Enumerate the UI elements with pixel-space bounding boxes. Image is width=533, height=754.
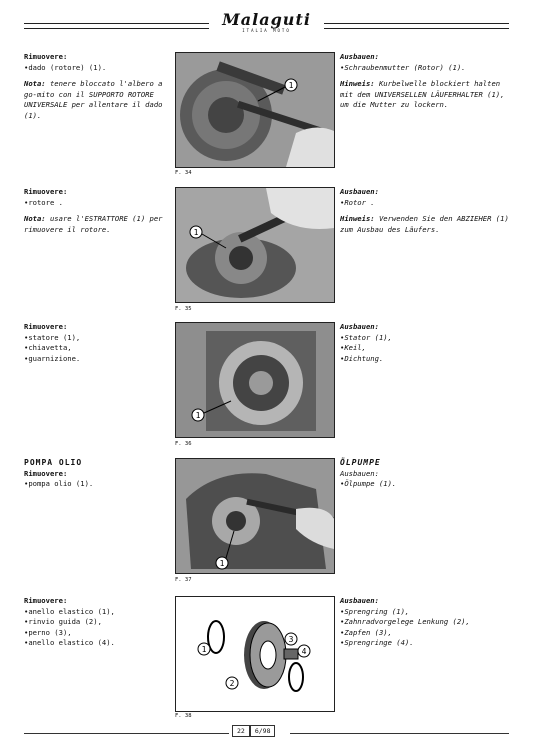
de-heading: Ausbauen: — [340, 52, 379, 61]
it-note: Nota: usare l'ESTRATTORE (1) per rimuovere il rotore. — [24, 214, 163, 234]
brand-logo: Malaguti — [222, 10, 311, 29]
callout-1: 1 — [201, 645, 207, 654]
header-rule-left — [24, 23, 209, 29]
page-footer — [232, 725, 275, 737]
it-heading: Rimuovere: — [24, 596, 68, 605]
figure-34-photo — [175, 52, 335, 168]
footer-rule-left — [24, 733, 229, 734]
de-heading: Ausbauen: — [340, 187, 379, 196]
de-item: •Dichtung. — [340, 353, 384, 363]
de-item: •Schraubenmutter (Rotor) (1). — [340, 62, 466, 72]
it-heading: Rimuovere: — [24, 52, 68, 61]
callout-1: 1 — [219, 559, 225, 568]
it-item: •rotore . — [24, 197, 63, 207]
callout-3: 3 — [288, 635, 294, 644]
section-title: POMPA OLIO — [24, 458, 83, 467]
de-item: •Sprengring (1), — [340, 606, 410, 616]
figure-caption: F. 37 — [175, 577, 192, 583]
section-5-italian — [24, 596, 172, 649]
callout-4: 4 — [301, 647, 307, 656]
de-item: •Zapfen (3), — [340, 627, 392, 637]
callout-2: 2 — [229, 679, 235, 688]
section-4-german — [340, 458, 510, 490]
it-item: •guarnizione. — [24, 353, 81, 363]
de-item: •Rotor . — [340, 197, 375, 207]
de-item: •Sprengringe (4). — [340, 638, 414, 648]
de-note: Hinweis: Kurbelwelle blockiert halten mit dem UNIVERSELLEN LÄUFERHALTER (1), um die Mutter zu lockern. — [340, 79, 505, 110]
section-1-german — [340, 52, 510, 111]
figure-37-photo — [175, 458, 335, 574]
section-2-german — [340, 187, 510, 235]
it-item: •statore (1), — [24, 332, 81, 342]
section-5-german — [340, 596, 515, 649]
de-heading: Ausbauen: — [340, 468, 379, 478]
figure-caption: F. 34 — [175, 170, 192, 176]
section-1-italian — [24, 52, 172, 122]
section-3-italian — [24, 322, 172, 364]
it-item: •chiavetta, — [24, 343, 72, 353]
figure-caption: F. 36 — [175, 441, 192, 447]
callout-1: 1 — [193, 228, 199, 237]
section-4-italian — [24, 458, 172, 490]
it-note: Nota: tenere bloccato l'albero a go-mito con il SUPPORTO ROTORE UNIVERSALE per allentare il dado (1). — [24, 79, 163, 120]
it-item: •dado (rotore) (1). — [24, 62, 107, 72]
footer-rule-right — [290, 733, 509, 734]
de-item: •Zahnradvorgelege Lenkung (2), — [340, 617, 470, 627]
it-item: •pompa olio (1). — [24, 479, 94, 489]
de-item: •Stator (1), — [340, 332, 392, 342]
it-item: •anello elastico (4). — [24, 638, 115, 648]
de-item: •Keil, — [340, 343, 366, 353]
figure-caption: F. 35 — [175, 306, 192, 312]
de-item: •Ölpumpe (1). — [340, 479, 397, 489]
section-title: ÖLPUMPE — [340, 458, 381, 467]
it-item: •perno (3), — [24, 627, 72, 637]
section-2-italian — [24, 187, 172, 235]
it-item: •rinvio guida (2), — [24, 617, 102, 627]
brand-subtitle: ITALIA MOTO — [242, 28, 291, 33]
de-note: Hinweis: Verwenden Sie den ABZIEHER (1) zum Ausbau des Läufers. — [340, 214, 509, 234]
it-heading: Rimuovere: — [24, 187, 68, 196]
page-number: 22 — [232, 725, 250, 737]
callout-1: 1 — [288, 81, 294, 90]
header-rule-right — [324, 23, 509, 29]
figure-35-photo — [175, 187, 335, 303]
page-header — [24, 10, 509, 33]
callout-1: 1 — [195, 411, 201, 420]
it-heading: Rimuovere: — [24, 322, 68, 331]
section-3-german — [340, 322, 510, 364]
figure-caption: F. 38 — [175, 713, 192, 719]
it-item: •anello elastico (1), — [24, 606, 115, 616]
de-heading: Ausbauen: — [340, 596, 379, 605]
figure-36-photo — [175, 322, 335, 438]
page-ref: 6/98 — [250, 725, 276, 737]
figure-38-diagram — [175, 596, 335, 712]
de-heading: Ausbauen: — [340, 322, 379, 331]
it-heading: Rimuovere: — [24, 468, 68, 478]
